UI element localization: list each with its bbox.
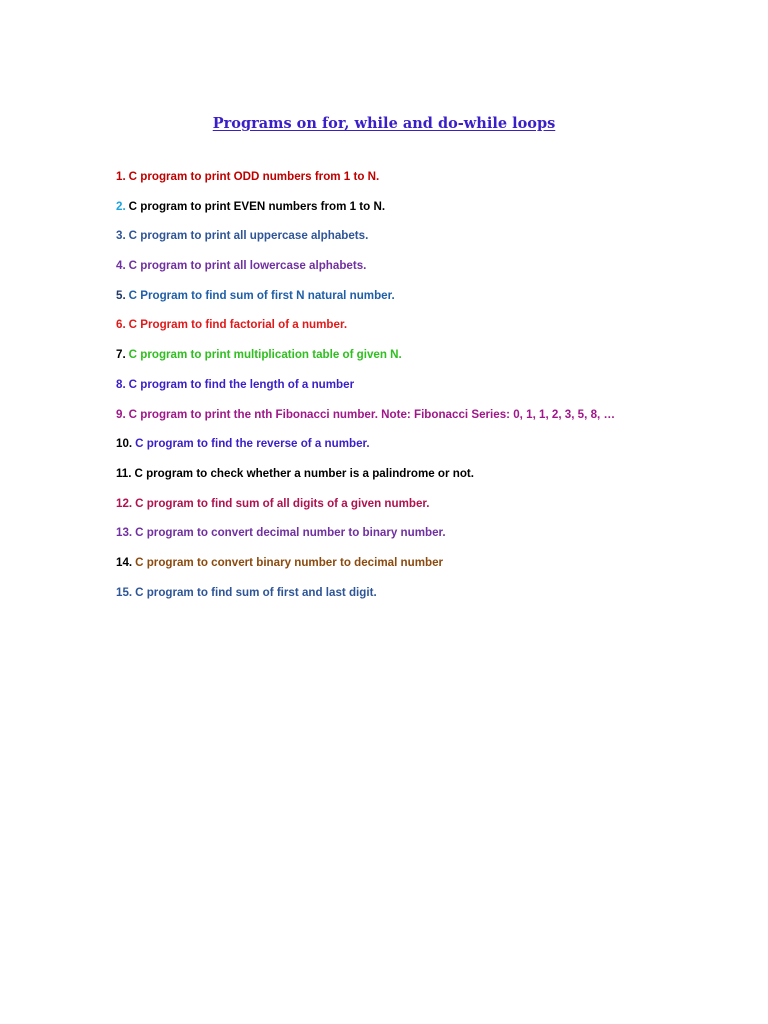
document-title: Programs on for, while and do-while loops [212,115,556,132]
item-text: C program to find the length of a number [128,377,355,391]
item-number: 7. [116,348,126,362]
list-item [116,555,756,585]
item-number: 1. [116,170,126,183]
list-item [116,288,756,318]
item-text: C program to print ODD numbers from 1 to N. [128,170,380,183]
item-number: 4. [116,259,126,273]
item-number: 2. [116,199,126,213]
item-number: 14. [116,555,133,569]
list-item [116,436,756,466]
item-number: 6. [116,318,126,332]
item-text: C program to print all lowercase alphabets. [128,259,367,273]
item-text: C program to find the reverse of a number. [135,437,370,451]
item-text: C program to print EVEN numbers from 1 to N. [128,199,386,213]
list-item [116,496,756,526]
item-number: 8. [116,377,126,391]
program-list [116,169,756,614]
item-number: 11. [116,466,132,480]
item-text: C program to convert decimal number to binary number. [135,526,446,540]
list-item [116,228,756,258]
item-text: C program to check whether a number is a palindrome or not. [134,466,474,480]
item-number: 13. [116,526,133,540]
list-item [116,466,756,496]
item-text: C Program to find factorial of a number. [128,318,348,332]
item-text: C program to print multiplication table of given N. [128,348,402,362]
item-text: C program to find sum of first and last digit. [135,585,377,599]
item-number: 10. [116,437,133,451]
item-number: 12. [116,496,133,510]
item-number: 3. [116,229,126,243]
item-number: 5. [116,288,126,302]
list-item [116,199,756,229]
list-item [116,407,756,437]
item-text: C Program to find sum of first N natural number. [128,288,395,302]
item-text: C program to print the nth Fibonacci number. Note: Fibonacci Series: 0, 1, 1, 2, 3, 5, 8, … [128,407,616,421]
list-item [116,347,756,377]
item-text: C program to find sum of all digits of a given number. [135,496,430,510]
list-item [116,317,756,347]
item-text: C program to convert binary number to decimal number [135,555,444,569]
list-item [116,258,756,288]
list-item [116,585,756,615]
list-item [116,169,756,199]
item-number: 9. [116,407,126,421]
list-item [116,377,756,407]
item-number: 15. [116,585,133,599]
item-text: C program to print all uppercase alphabets. [128,229,369,243]
list-item [116,525,756,555]
